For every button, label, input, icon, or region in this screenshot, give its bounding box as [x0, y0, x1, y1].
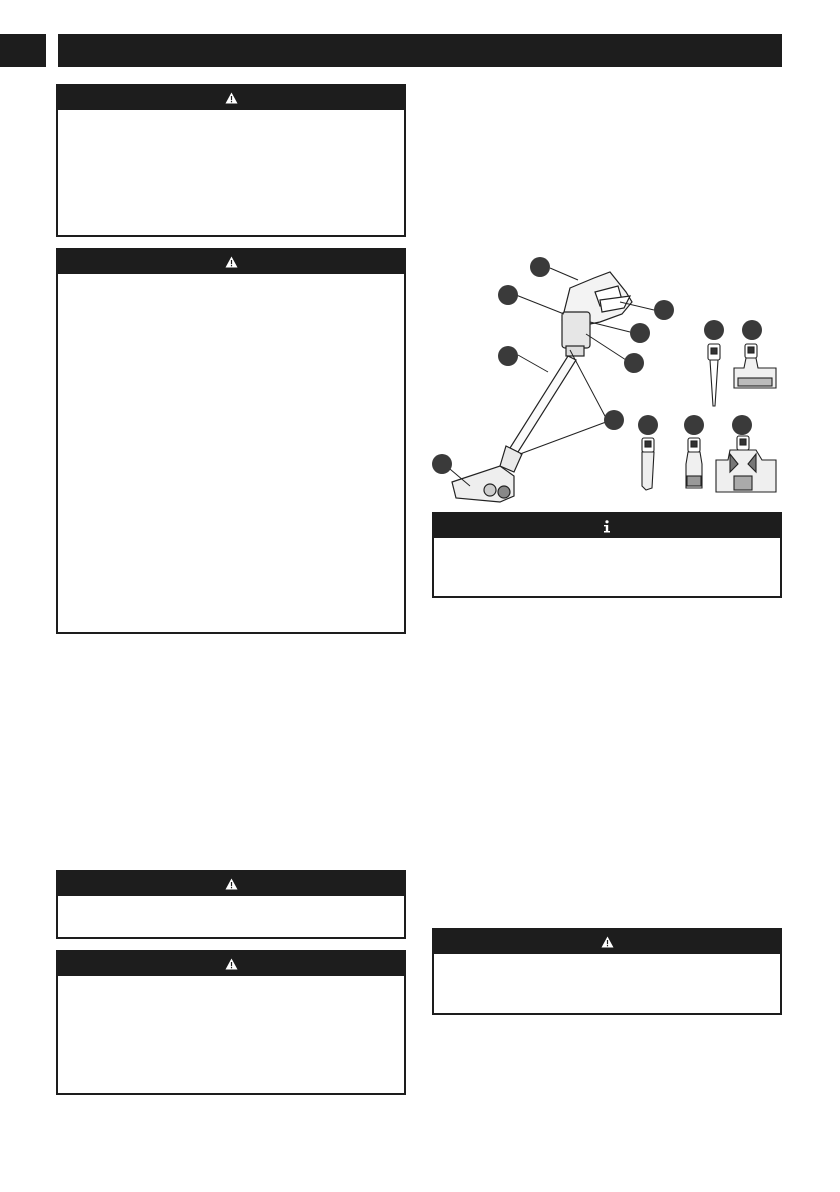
callout-marker — [432, 454, 452, 474]
dusting-brush-drawing — [686, 438, 702, 488]
warning-box-header — [58, 952, 404, 976]
callout-marker — [604, 410, 624, 430]
warning-box-header — [434, 930, 780, 954]
warning-box-4 — [56, 950, 406, 1095]
warning-triangle-icon — [225, 92, 238, 104]
callout-marker — [530, 257, 550, 277]
warning-box-2 — [56, 248, 406, 634]
callout-marker — [498, 346, 518, 366]
warning-box-3 — [56, 870, 406, 939]
warning-box-1 — [56, 84, 406, 237]
warning-triangle-icon — [225, 878, 238, 890]
mini-brush-drawing — [734, 344, 776, 388]
callout-marker — [684, 415, 704, 435]
crevice-tool-drawing — [708, 344, 720, 406]
warning-triangle-icon — [601, 936, 614, 948]
language-tab — [0, 34, 46, 67]
floor-brush-drawing — [716, 436, 776, 492]
callout-marker — [498, 285, 518, 305]
section-header-bar — [58, 34, 782, 67]
callout-marker — [742, 320, 762, 340]
callout-marker — [654, 300, 674, 320]
info-icon — [603, 520, 611, 533]
callout-marker — [630, 323, 650, 343]
warning-box-header — [58, 872, 404, 896]
extension-tool-drawing — [642, 438, 654, 490]
callout-marker — [732, 415, 752, 435]
vacuum-parts-diagram — [430, 250, 782, 510]
warning-triangle-icon — [225, 958, 238, 970]
warning-triangle-icon — [225, 256, 238, 268]
callout-marker — [638, 415, 658, 435]
callout-marker — [624, 353, 644, 373]
info-box — [432, 512, 782, 598]
warning-box-header — [58, 250, 404, 274]
callout-marker — [704, 320, 724, 340]
info-box-header — [434, 514, 780, 538]
warning-box-5 — [432, 928, 782, 1015]
warning-box-header — [58, 86, 404, 110]
